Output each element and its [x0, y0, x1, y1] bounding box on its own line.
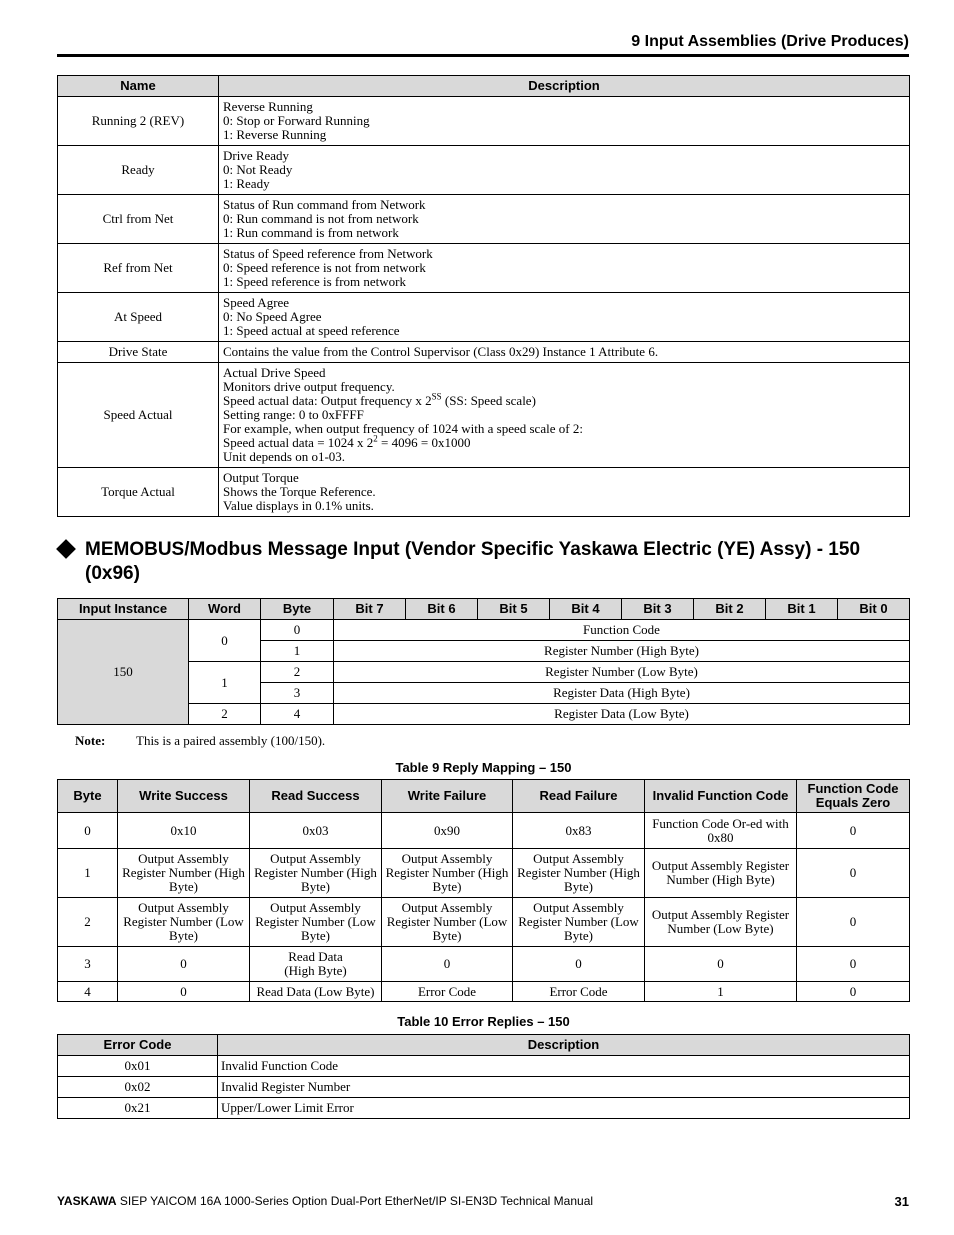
table-row — [58, 1098, 910, 1119]
error-description-cell: Invalid Register Number — [218, 1077, 910, 1098]
table-cell: 4 — [58, 982, 118, 1002]
word-cell: 0 — [189, 620, 261, 662]
section-title: MEMOBUS/Modbus Message Input (Vendor Specific Yaskawa Electric (YE) Assy) - 150 (0x96) — [85, 539, 861, 584]
table-row — [58, 195, 910, 244]
table-cell: 0x03 — [250, 813, 382, 849]
table-row — [58, 813, 910, 849]
desc-line: 0: Speed reference is not from network — [223, 260, 426, 275]
desc-line: 0: No Speed Agree — [223, 309, 322, 324]
desc-line: 0: Run command is not from network — [223, 211, 419, 226]
header-rule — [57, 54, 909, 57]
table-row — [58, 468, 910, 517]
col-header-read-failure: Read Failure — [513, 780, 645, 813]
table-cell: Read Data (High Byte) — [250, 947, 382, 982]
word-cell: 1 — [189, 662, 261, 704]
memobus-input-table — [57, 598, 910, 725]
table-cell: Error Code — [382, 982, 513, 1002]
byte-cell: 1 — [261, 641, 334, 662]
page-number: 31 — [894, 1194, 909, 1209]
desc-text: = 4096 = 0x1000 — [377, 435, 471, 450]
col-header-description: Description — [218, 1035, 910, 1056]
table-cell: Output Assembly Register Number (Low Byte) — [118, 898, 250, 947]
table-cell: Output Assembly Register Number (High Byte) — [645, 849, 797, 898]
desc-line: 1: Ready — [223, 176, 270, 191]
page-header-title: 9 Input Assemblies (Drive Produces) — [631, 33, 909, 50]
row-description — [219, 293, 910, 342]
desc-line: Unit depends on o1-03. — [223, 449, 346, 464]
input-assembly-table — [57, 75, 910, 517]
desc-line: Monitors drive output frequency. — [223, 379, 395, 394]
field-cell: Register Data (Low Byte) — [334, 704, 910, 725]
table-cell: 0x90 — [382, 813, 513, 849]
desc-line: Contains the value from the Control Supervisor (Class 0x29) Instance 1 Attribute 6. — [223, 344, 659, 359]
col-header-bit5: Bit 5 — [478, 599, 550, 620]
table-cell: Output Assembly Register Number (Low Byte) — [645, 898, 797, 947]
desc-line — [223, 433, 905, 450]
table-cell: Output Assembly Register Number (High Byte) — [382, 849, 513, 898]
col-header-error-code: Error Code — [58, 1035, 218, 1056]
row-description — [219, 97, 910, 146]
table-row — [58, 146, 910, 195]
note-text: This is a paired assembly (100/150). — [136, 733, 326, 748]
table-row — [58, 1077, 910, 1098]
table-cell: Function Code Or-ed with 0x80 — [645, 813, 797, 849]
desc-line: Shows the Torque Reference. — [223, 484, 376, 499]
field-cell: Register Data (High Byte) — [334, 683, 910, 704]
table-cell: Output Assembly Register Number (Low Byte) — [382, 898, 513, 947]
desc-text: Speed actual data = 1024 x 2 — [223, 435, 374, 450]
table-cell: Output Assembly Register Number (Low Byte) — [250, 898, 382, 947]
footer-text: SIEP YAICOM 16A 1000-Series Option Dual-Port EtherNet/IP SI-EN3D Technical Manual — [116, 1194, 594, 1208]
table-cell: Output Assembly Register Number (High Byte) — [250, 849, 382, 898]
table-cell: 0 — [797, 947, 910, 982]
col-header-bit2: Bit 2 — [694, 599, 766, 620]
desc-line: 1: Reverse Running — [223, 127, 327, 142]
table-cell: 0x83 — [513, 813, 645, 849]
col-header-description: Description — [219, 76, 910, 97]
row-description — [219, 244, 910, 293]
desc-line: 1: Run command is from network — [223, 225, 399, 240]
col-header-write-failure: Write Failure — [382, 780, 513, 813]
row-name: Ready — [58, 146, 219, 195]
table-row — [58, 293, 910, 342]
table-cell: 0 — [513, 947, 645, 982]
table-row — [58, 947, 910, 982]
table-row — [58, 898, 910, 947]
section-heading — [57, 538, 917, 586]
table-cell: 2 — [58, 898, 118, 947]
row-description — [219, 146, 910, 195]
col-header-bit0: Bit 0 — [838, 599, 910, 620]
col-header-bit6: Bit 6 — [406, 599, 478, 620]
col-header-byte: Byte — [261, 599, 334, 620]
desc-line: Setting range: 0 to 0xFFFF — [223, 407, 364, 422]
table-cell: Read Data (Low Byte) — [250, 982, 382, 1002]
table-cell: Output Assembly Register Number (Low Byte) — [513, 898, 645, 947]
error-description-cell: Upper/Lower Limit Error — [218, 1098, 910, 1119]
col-header-input-instance: Input Instance — [58, 599, 189, 620]
table-row — [58, 97, 910, 146]
byte-cell: 4 — [261, 704, 334, 725]
table-cell: Error Code — [513, 982, 645, 1002]
table-cell: 3 — [58, 947, 118, 982]
table-cell: Output Assembly Register Number (High Byte) — [118, 849, 250, 898]
table-cell: 0 — [382, 947, 513, 982]
byte-cell: 2 — [261, 662, 334, 683]
table-cell: 0 — [797, 813, 910, 849]
desc-line: For example, when output frequency of 1024 with a speed scale of 2: — [223, 421, 583, 436]
superscript: 2 — [373, 433, 378, 444]
row-description — [219, 195, 910, 244]
field-cell: Function Code — [334, 620, 910, 641]
error-description-cell: Invalid Function Code — [218, 1056, 910, 1077]
byte-cell: 0 — [261, 620, 334, 641]
desc-line: 0: Stop or Forward Running — [223, 113, 370, 128]
col-header-bit1: Bit 1 — [766, 599, 838, 620]
error-code-cell: 0x02 — [58, 1077, 218, 1098]
desc-line: Speed Agree — [223, 295, 290, 310]
desc-line: Status of Run command from Network — [223, 197, 426, 212]
col-header-bit7: Bit 7 — [334, 599, 406, 620]
table-cell: 0 — [797, 982, 910, 1002]
col-header-read-success: Read Success — [250, 780, 382, 813]
desc-line: Output Torque — [223, 470, 299, 485]
word-cell: 2 — [189, 704, 261, 725]
desc-line: Status of Speed reference from Network — [223, 246, 433, 261]
reply-mapping-table — [57, 779, 910, 1002]
row-description — [219, 468, 910, 517]
row-name: Torque Actual — [58, 468, 219, 517]
col-header-word: Word — [189, 599, 261, 620]
col-header-name: Name — [58, 76, 219, 97]
table-row — [58, 849, 910, 898]
col-header-function-code-zero: Function Code Equals Zero — [797, 780, 910, 813]
note-label: Note: — [75, 733, 106, 748]
row-name: Ctrl from Net — [58, 195, 219, 244]
table-row — [58, 1056, 910, 1077]
table-cell: 1 — [645, 982, 797, 1002]
desc-text: Speed actual data: Output frequency x 2 — [223, 393, 432, 408]
byte-cell: 3 — [261, 683, 334, 704]
desc-line: Actual Drive Speed — [223, 365, 326, 380]
diamond-bullet-icon — [56, 539, 76, 559]
table-cell: 0 — [797, 898, 910, 947]
desc-line — [223, 391, 905, 408]
desc-text: (SS: Speed scale) — [441, 393, 536, 408]
desc-line: Value displays in 0.1% units. — [223, 498, 374, 513]
row-name: Running 2 (REV) — [58, 97, 219, 146]
row-name: Drive State — [58, 342, 219, 363]
field-cell: Register Number (Low Byte) — [334, 662, 910, 683]
table-cell: 0x10 — [118, 813, 250, 849]
footer-manual-title — [57, 1194, 593, 1208]
desc-line: 0: Not Ready — [223, 162, 293, 177]
table-caption-error-replies: Table 10 Error Replies – 150 — [397, 1014, 570, 1029]
desc-line: 1: Speed reference is from network — [223, 274, 407, 289]
row-description — [219, 363, 910, 468]
col-header-bit4: Bit 4 — [550, 599, 622, 620]
row-name: Speed Actual — [58, 363, 219, 468]
table-cell: 0 — [645, 947, 797, 982]
table-row — [58, 363, 910, 468]
table-row — [58, 620, 910, 641]
col-header-write-success: Write Success — [118, 780, 250, 813]
field-cell: Register Number (High Byte) — [334, 641, 910, 662]
footer-brand: YASKAWA — [57, 1194, 117, 1208]
table-row — [58, 244, 910, 293]
error-code-cell: 0x01 — [58, 1056, 218, 1077]
desc-line: Reverse Running — [223, 99, 313, 114]
table-row — [58, 342, 910, 363]
table-caption-reply-mapping: Table 9 Reply Mapping – 150 — [395, 760, 572, 775]
table-cell: 0 — [118, 982, 250, 1002]
error-code-cell: 0x21 — [58, 1098, 218, 1119]
row-name: Ref from Net — [58, 244, 219, 293]
row-name: At Speed — [58, 293, 219, 342]
desc-line: Drive Ready — [223, 148, 290, 163]
table-cell: 0 — [797, 849, 910, 898]
table-row — [58, 982, 910, 1002]
input-instance-cell: 150 — [58, 620, 189, 725]
col-header-invalid-function-code: Invalid Function Code — [645, 780, 797, 813]
table-cell: Output Assembly Register Number (High Byte) — [513, 849, 645, 898]
col-header-byte: Byte — [58, 780, 118, 813]
row-description — [219, 342, 910, 363]
desc-line: 1: Speed actual at speed reference — [223, 323, 400, 338]
table-cell: 1 — [58, 849, 118, 898]
error-replies-table — [57, 1034, 910, 1119]
superscript: SS — [431, 391, 442, 402]
col-header-bit3: Bit 3 — [622, 599, 694, 620]
table-cell: 0 — [118, 947, 250, 982]
note — [75, 733, 325, 749]
table-cell: 0 — [58, 813, 118, 849]
